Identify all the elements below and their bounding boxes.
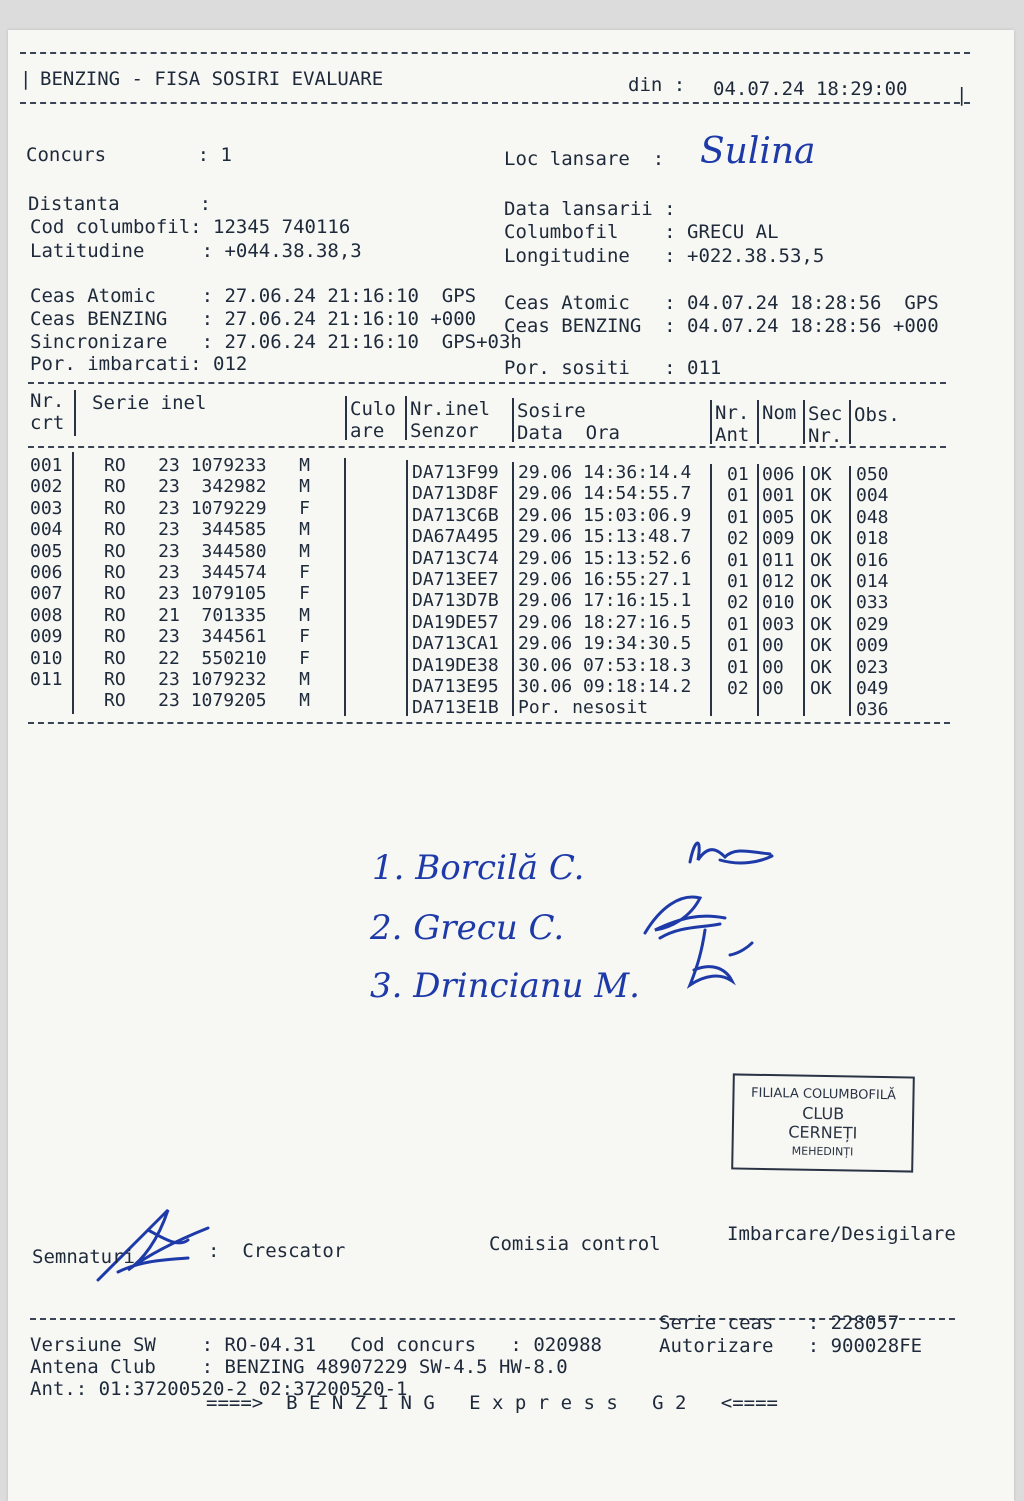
cell-sosire: 29.06 15:13:52.6 bbox=[518, 547, 692, 569]
ceas-benzing-right: Ceas BENZING : 04.07.24 18:28:56 +000 bbox=[504, 315, 939, 337]
cell-senzor: DA713D7B bbox=[412, 590, 499, 612]
cell-nr: 007 bbox=[30, 583, 63, 605]
comisia-control-label: Comisia control bbox=[489, 1233, 661, 1255]
cell-nom: 012 bbox=[762, 571, 795, 592]
cell-obs: 033 bbox=[856, 592, 889, 614]
header-sec-2: Nr. bbox=[808, 425, 843, 447]
cell-nom: 001 bbox=[762, 485, 795, 507]
cell-nom: 00 bbox=[762, 635, 784, 657]
versiune-line: Versiune SW : RO-04.31 Cod concurs : 020988 bbox=[30, 1334, 602, 1356]
cell-senzor: DA713E1B bbox=[412, 697, 499, 719]
cell-nom: 009 bbox=[762, 528, 795, 550]
cell-nr: 010 bbox=[30, 647, 63, 669]
header-nom: Nom bbox=[762, 402, 797, 424]
table-header-rule bbox=[28, 446, 946, 448]
cell-nom: 003 bbox=[762, 613, 795, 635]
header-data-ora: Data Ora bbox=[517, 422, 620, 444]
cell-sec: OK bbox=[810, 678, 832, 699]
cell-sosire: 30.06 09:18:14.2 bbox=[518, 676, 692, 697]
header-culoare-1: Culo bbox=[350, 398, 396, 420]
loc-lansare-handwritten: Sulina bbox=[700, 131, 816, 172]
cell-nr: 008 bbox=[30, 604, 63, 626]
por-sositi-line: Por. sositi : 011 bbox=[504, 357, 722, 379]
cell-obs: 014 bbox=[856, 571, 889, 592]
cell-serie-inel: RO 21 701335 M bbox=[104, 604, 310, 626]
cell-sec: OK bbox=[810, 571, 832, 592]
cell-obs: 016 bbox=[856, 549, 889, 571]
cell-obs: 050 bbox=[856, 464, 889, 485]
semnaturi-label: Semnaturi bbox=[32, 1246, 135, 1268]
stamp-line-2: CLUB bbox=[802, 1103, 845, 1124]
cell-sosire: Por. nesosit bbox=[518, 697, 649, 719]
cell-obs: 049 bbox=[856, 678, 889, 699]
cell-sosire: 29.06 19:34:30.5 bbox=[518, 633, 692, 655]
cell-sosire: 29.06 14:54:55.7 bbox=[518, 483, 692, 505]
cell-sec: OK bbox=[810, 613, 832, 635]
header-nr-ant-2: Ant bbox=[715, 424, 750, 446]
cell-senzor: DA67A495 bbox=[412, 526, 499, 548]
cell-senzor: DA713CA1 bbox=[412, 633, 499, 655]
ceas-benzing-left: Ceas BENZING : 27.06.24 21:16:10 +000 bbox=[30, 308, 477, 330]
body-sep-6 bbox=[757, 464, 759, 716]
header-sep-8 bbox=[849, 400, 851, 444]
cell-senzor: DA713E95 bbox=[412, 676, 499, 697]
header-serie-inel: Serie inel bbox=[92, 392, 207, 414]
cell-sosire: 29.06 18:27:16.5 bbox=[518, 611, 692, 633]
handwritten-rank-3: 3. Drincianu M. bbox=[370, 966, 640, 1006]
cell-serie-inel: RO 23 344580 M bbox=[104, 540, 310, 562]
cell-nr: 004 bbox=[30, 519, 63, 541]
cell-sec: OK bbox=[810, 592, 832, 614]
cod-columbofil-line: Cod columbofil: 12345 740116 bbox=[30, 216, 351, 238]
cell-nom: 00 bbox=[762, 678, 784, 699]
cell-serie-inel: RO 23 1079229 F bbox=[104, 497, 310, 519]
cell-ant: 01 bbox=[727, 549, 749, 571]
cell-obs: 023 bbox=[856, 656, 889, 678]
cell-sosire: 29.06 17:16:15.1 bbox=[518, 590, 692, 612]
header-sep-3 bbox=[405, 396, 407, 440]
body-sep-4 bbox=[512, 462, 514, 716]
header-sosire: Sosire bbox=[517, 400, 586, 422]
cell-nom: 010 bbox=[762, 592, 795, 614]
header-sep-4 bbox=[512, 398, 514, 442]
cell-nom: 005 bbox=[762, 506, 795, 528]
handwritten-signature-1-icon bbox=[680, 832, 780, 876]
cell-serie-inel: RO 23 344561 F bbox=[104, 626, 310, 648]
cell-ant: 02 bbox=[727, 592, 749, 614]
document-title: BENZING - FISA SOSIRI EVALUARE bbox=[40, 68, 384, 90]
distanta-line: Distanta : bbox=[28, 193, 212, 215]
cell-serie-inel: RO 23 1079205 M bbox=[104, 690, 310, 712]
cell-obs: 036 bbox=[856, 699, 889, 721]
header-din-label: din : bbox=[628, 74, 686, 96]
club-stamp bbox=[731, 1073, 915, 1172]
cell-nr: 011 bbox=[30, 669, 63, 690]
cell-obs: 009 bbox=[856, 635, 889, 657]
cell-senzor: DA713D8F bbox=[412, 483, 499, 505]
cell-serie-inel: RO 23 344574 F bbox=[104, 562, 310, 583]
cell-sosire: 29.06 16:55:27.1 bbox=[518, 569, 692, 590]
cell-ant: 01 bbox=[727, 571, 749, 592]
header-right-bar: | bbox=[956, 84, 968, 106]
body-sep-5 bbox=[710, 464, 712, 716]
body-sep-2 bbox=[344, 458, 346, 716]
header-obs: Obs. bbox=[854, 404, 900, 426]
cell-serie-inel: RO 23 1079105 F bbox=[104, 583, 310, 605]
cell-ant: 01 bbox=[727, 613, 749, 635]
data-lansarii-line: Data lansarii : bbox=[504, 198, 676, 220]
cell-serie-inel: RO 23 342982 M bbox=[104, 476, 310, 498]
header-nr-inel: Nr.inel bbox=[410, 398, 491, 420]
cell-obs: 048 bbox=[856, 506, 889, 528]
concurs-line: Concurs : 1 bbox=[26, 144, 232, 166]
cell-nom: 00 bbox=[762, 656, 784, 678]
cell-sec: OK bbox=[810, 656, 832, 678]
cell-ant: 02 bbox=[727, 678, 749, 699]
header-sep-1 bbox=[74, 390, 76, 436]
cell-sec: OK bbox=[810, 549, 832, 571]
loc-lansare-label: Loc lansare : bbox=[504, 148, 665, 170]
cell-nom: 011 bbox=[762, 549, 795, 571]
header-culoare-2: are bbox=[350, 420, 385, 442]
cell-serie-inel: RO 23 1079232 M bbox=[104, 669, 310, 690]
handwritten-signature-3-icon bbox=[680, 925, 760, 999]
table-top-rule bbox=[28, 382, 946, 384]
cell-senzor: DA713EE7 bbox=[412, 569, 499, 590]
por-imbarcati-line: Por. imbarcati: 012 bbox=[30, 353, 248, 375]
cell-sosire: 29.06 15:13:48.7 bbox=[518, 526, 692, 548]
header-sep-6 bbox=[757, 400, 759, 444]
antena-line: Antena Club : BENZING 48907229 SW-4.5 HW-8.0 bbox=[30, 1356, 568, 1378]
body-sep-3 bbox=[406, 460, 408, 716]
cell-nom: 006 bbox=[762, 464, 795, 485]
cell-serie-inel: RO 23 1079233 M bbox=[104, 455, 310, 476]
header-left-bar: | bbox=[20, 68, 32, 90]
cell-ant: 01 bbox=[727, 506, 749, 528]
header-bottom-rule bbox=[20, 102, 970, 104]
cell-obs: 029 bbox=[856, 613, 889, 635]
crescator-label: : Crescator bbox=[208, 1240, 346, 1262]
cell-senzor: DA713F99 bbox=[412, 462, 499, 483]
autorizare-line: Autorizare : 900028FE bbox=[659, 1335, 923, 1357]
cell-ant: 02 bbox=[727, 528, 749, 550]
ant-line: Ant.: 01:37200520-2 02:37200520-1 bbox=[30, 1378, 408, 1400]
cell-senzor: DA713C74 bbox=[412, 547, 499, 569]
cell-sosire: 30.06 07:53:18.3 bbox=[518, 654, 692, 676]
cell-obs: 018 bbox=[856, 528, 889, 550]
cell-sec: OK bbox=[810, 485, 832, 507]
cell-nr: 002 bbox=[30, 476, 63, 498]
header-sep-2 bbox=[345, 396, 347, 440]
cell-ant: 01 bbox=[727, 656, 749, 678]
cell-ant: 01 bbox=[727, 485, 749, 507]
cell-sosire: 29.06 15:03:06.9 bbox=[518, 504, 692, 526]
body-sep-7 bbox=[803, 466, 805, 716]
stamp-line-1: FILIALA COLUMBOFILĂ bbox=[750, 1085, 897, 1104]
ceas-atomic-right: Ceas Atomic : 04.07.24 18:28:56 GPS bbox=[504, 292, 939, 314]
latitudine-line: Latitudine : +044.38.38,3 bbox=[30, 240, 362, 262]
header-sec-1: Sec bbox=[808, 403, 843, 425]
ceas-atomic-left: Ceas Atomic : 27.06.24 21:16:10 GPS bbox=[30, 285, 477, 307]
cell-sosire: 29.06 14:36:14.4 bbox=[518, 462, 692, 483]
stamp-line-4: MEHEDINȚI bbox=[791, 1144, 854, 1159]
cell-senzor: DA19DE38 bbox=[412, 654, 499, 676]
header-senzor: Senzor bbox=[410, 420, 479, 442]
longitudine-line: Longitudine : +022.38.53,5 bbox=[504, 245, 825, 267]
table-bottom-rule bbox=[28, 722, 950, 724]
cell-senzor: DA713C6B bbox=[412, 504, 499, 526]
serie-ceas-line: Serie ceas : 228057 bbox=[659, 1312, 900, 1334]
header-sep-5 bbox=[710, 400, 712, 444]
cell-nr: 005 bbox=[30, 540, 63, 562]
handwritten-rank-2: 2. Grecu C. bbox=[370, 908, 565, 948]
cell-nr: 003 bbox=[30, 497, 63, 519]
header-top-rule bbox=[20, 52, 970, 54]
imbarcare-label: Imbarcare/Desigilare bbox=[727, 1223, 956, 1245]
header-sep-7 bbox=[803, 400, 805, 444]
cell-obs: 004 bbox=[856, 485, 889, 507]
cell-ant: 01 bbox=[727, 635, 749, 657]
header-nr: Nr. bbox=[30, 390, 65, 412]
columbofil-line: Columbofil : GRECU AL bbox=[504, 221, 779, 243]
header-crt: crt bbox=[30, 412, 65, 434]
body-sep-1 bbox=[72, 452, 74, 714]
cell-nr: 001 bbox=[30, 455, 63, 476]
cell-nr: 006 bbox=[30, 562, 63, 583]
cell-sec: OK bbox=[810, 464, 832, 485]
cell-sec: OK bbox=[810, 506, 832, 528]
header-nr-ant-1: Nr. bbox=[715, 402, 750, 424]
sincronizare-line: Sincronizare : 27.06.24 21:16:10 GPS+03h bbox=[30, 331, 522, 353]
header-din-value: 04.07.24 18:29:00 bbox=[713, 78, 908, 100]
cell-ant: 01 bbox=[727, 464, 749, 485]
cell-nr: 009 bbox=[30, 626, 63, 648]
cell-serie-inel: RO 23 344585 M bbox=[104, 519, 310, 541]
handwritten-rank-1: 1. Borcilă C. bbox=[372, 848, 585, 888]
benzing-express-line: ====> B E N Z I N G E x p r e s s G 2 <==== bbox=[206, 1392, 778, 1414]
cell-sec: OK bbox=[810, 528, 832, 550]
cell-senzor: DA19DE57 bbox=[412, 611, 499, 633]
cell-serie-inel: RO 22 550210 F bbox=[104, 647, 310, 669]
stamp-line-3: CERNEȚI bbox=[788, 1122, 858, 1143]
body-sep-8 bbox=[849, 466, 851, 716]
cell-sec: OK bbox=[810, 635, 832, 657]
